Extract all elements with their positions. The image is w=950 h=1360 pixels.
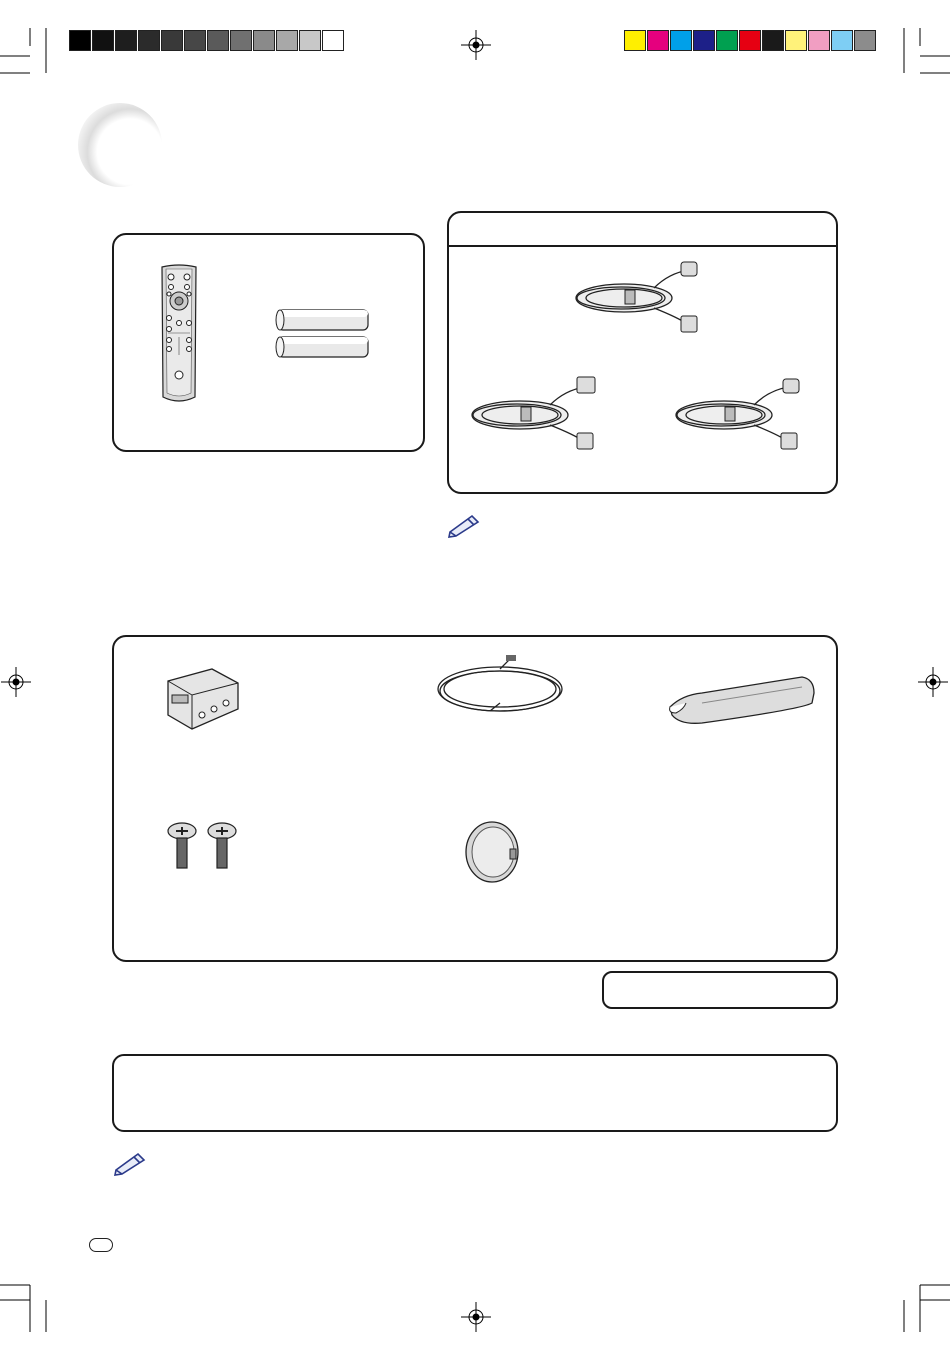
lens-cover-sheet-illustration xyxy=(662,657,818,725)
accessories-panel xyxy=(112,635,838,962)
product-name-box xyxy=(602,971,838,1009)
cable-illustration xyxy=(430,655,570,719)
pencil-icon xyxy=(446,512,482,538)
scart-adaptor-illustration xyxy=(162,665,242,737)
pencil-icon xyxy=(112,1150,148,1176)
crosshair-icon xyxy=(461,30,491,60)
power-cord-panel xyxy=(447,211,838,494)
screws-illustration xyxy=(166,821,242,873)
title-circle-decoration xyxy=(78,103,162,187)
remote-battery-panel xyxy=(112,233,425,452)
remote-control-illustration xyxy=(158,263,200,405)
info-panel xyxy=(112,1054,838,1132)
crosshair-icon xyxy=(918,667,948,697)
batteries-illustration xyxy=(274,307,374,363)
lens-cap-illustration xyxy=(462,819,522,885)
panel-header-divider xyxy=(449,245,836,247)
crosshair-icon xyxy=(461,1302,491,1332)
power-cord-illustration xyxy=(569,258,709,338)
page-number-badge xyxy=(89,1238,113,1252)
power-cord-illustration-au xyxy=(669,375,809,455)
crosshair-icon xyxy=(1,667,31,697)
power-cord-illustration-uk xyxy=(465,375,605,455)
